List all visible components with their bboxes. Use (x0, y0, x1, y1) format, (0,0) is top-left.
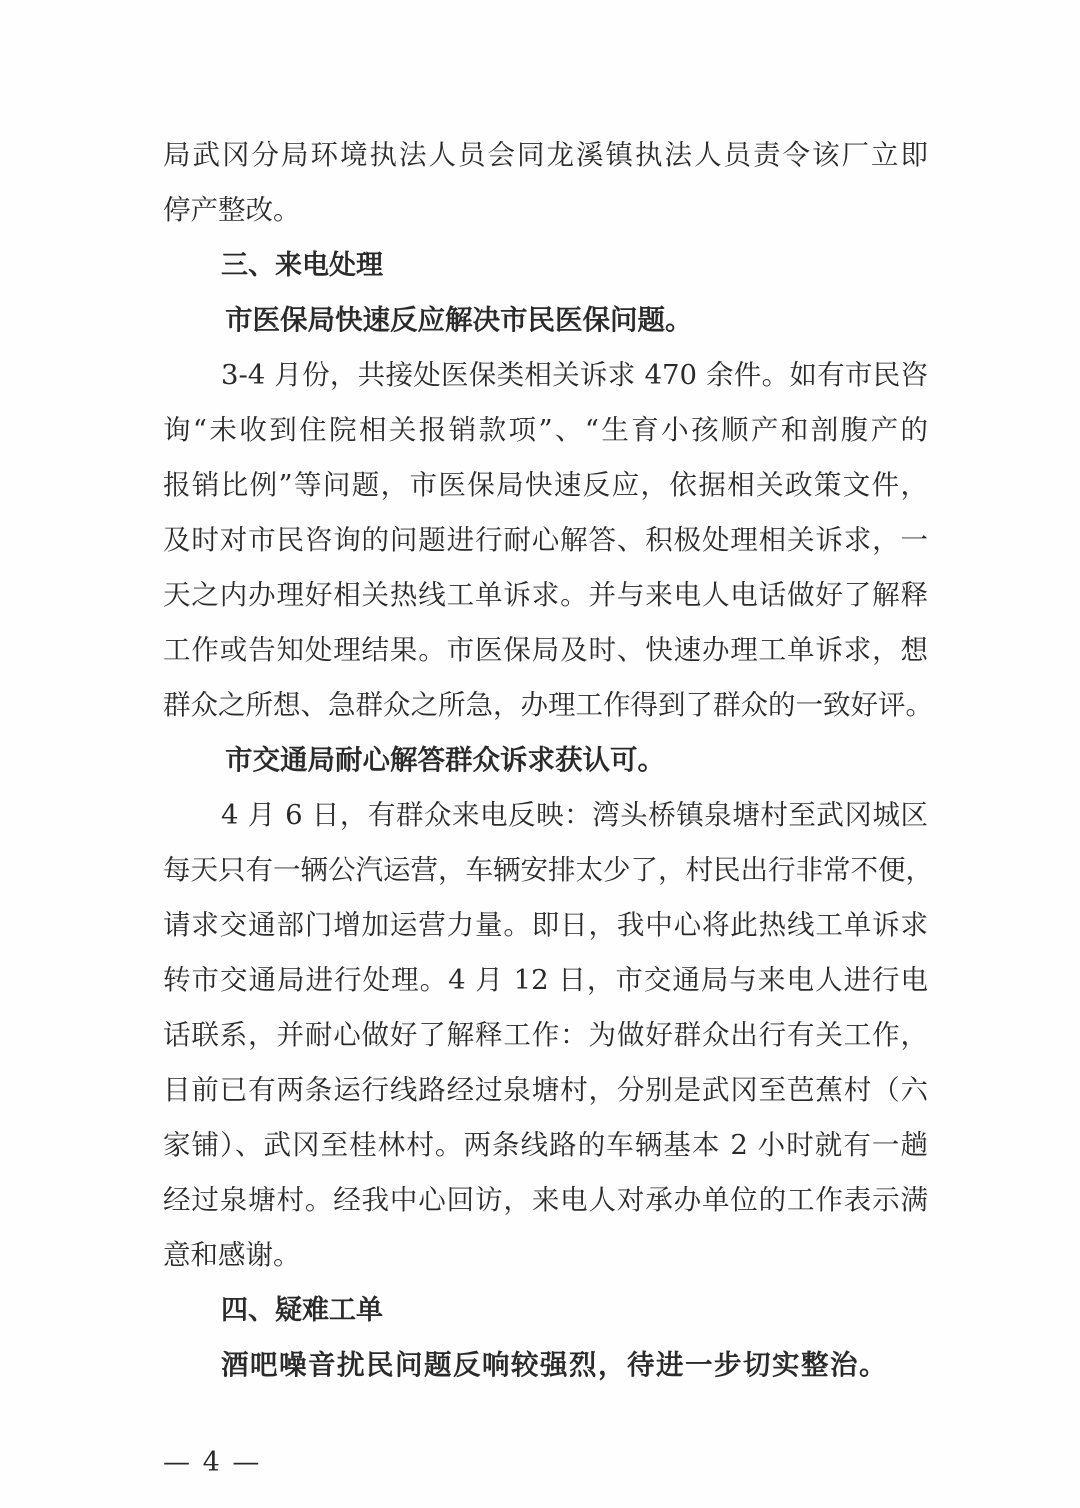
section-heading-3: 三、来电处理 (221, 250, 383, 281)
paragraph-line: 3-4 月份，共接处医保类相关诉求 470 余件。如有市民咨 (221, 359, 928, 391)
paragraph-line: 4 月 6 日，有群众来电反映：湾头桥镇泉塘村至武冈城区 (221, 799, 928, 831)
paragraph-line: 意和感谢。 (163, 1239, 301, 1271)
paragraph-line: 询“未收到住院相关报销款项”、“生育小孩顺产和剖腹产的 (163, 414, 928, 446)
item-title-bar-noise: 酒吧噪音扰民问题反响较强烈，待进一步切实整治。 (221, 1349, 888, 1381)
document-body (163, 128, 933, 1393)
paragraph-line: 天之内办理好相关热线工单诉求。并与来电人电话做好了解释 (163, 579, 928, 611)
paragraph-line: 停产整改。 (163, 194, 301, 226)
item-title-transport: 市交通局耐心解答群众诉求获认可。 (225, 744, 665, 776)
paragraph-line: 话联系，并耐心做好了解释工作：为做好群众出行有关工作， (163, 1019, 928, 1051)
paragraph-line: 家铺）、武冈至桂林村。两条线路的车辆基本 2 小时就有一趟 (163, 1129, 928, 1161)
item-title-medical-insurance: 市医保局快速反应解决市民医保问题。 (225, 304, 693, 336)
section-heading-4: 四、疑难工单 (221, 1295, 383, 1326)
paragraph-line: 报销比例”等问题，市医保局快速反应，依据相关政策文件， (163, 469, 928, 501)
paragraph-line: 目前已有两条运行线路经过泉塘村，分别是武冈至芭蕉村（六 (163, 1074, 928, 1106)
paragraph-line: 请求交通部门增加运营力量。即日，我中心将此热线工单诉求 (163, 909, 928, 941)
paragraph-line: 工作或告知处理结果。市医保局及时、快速办理工单诉求，想 (163, 634, 928, 666)
paragraph-line: 经过泉塘村。经我中心回访，来电人对承办单位的工作表示满 (163, 1184, 928, 1216)
paragraph-line: 及时对市民咨询的问题进行耐心解答、积极处理相关诉求，一 (163, 524, 928, 556)
page-number: — 4 — (163, 1447, 262, 1478)
paragraph-line: 局武冈分局环境执法人员会同龙溪镇执法人员责令该厂立即 (163, 139, 928, 171)
paragraph-line: 群众之所想、急群众之所急，办理工作得到了群众的一致好评。 (163, 689, 933, 721)
paragraph-line: 每天只有一辆公汽运营，车辆安排太少了，村民出行非常不便， (163, 854, 933, 886)
paragraph-line: 转市交通局进行处理。4 月 12 日，市交通局与来电人进行电 (163, 964, 928, 996)
